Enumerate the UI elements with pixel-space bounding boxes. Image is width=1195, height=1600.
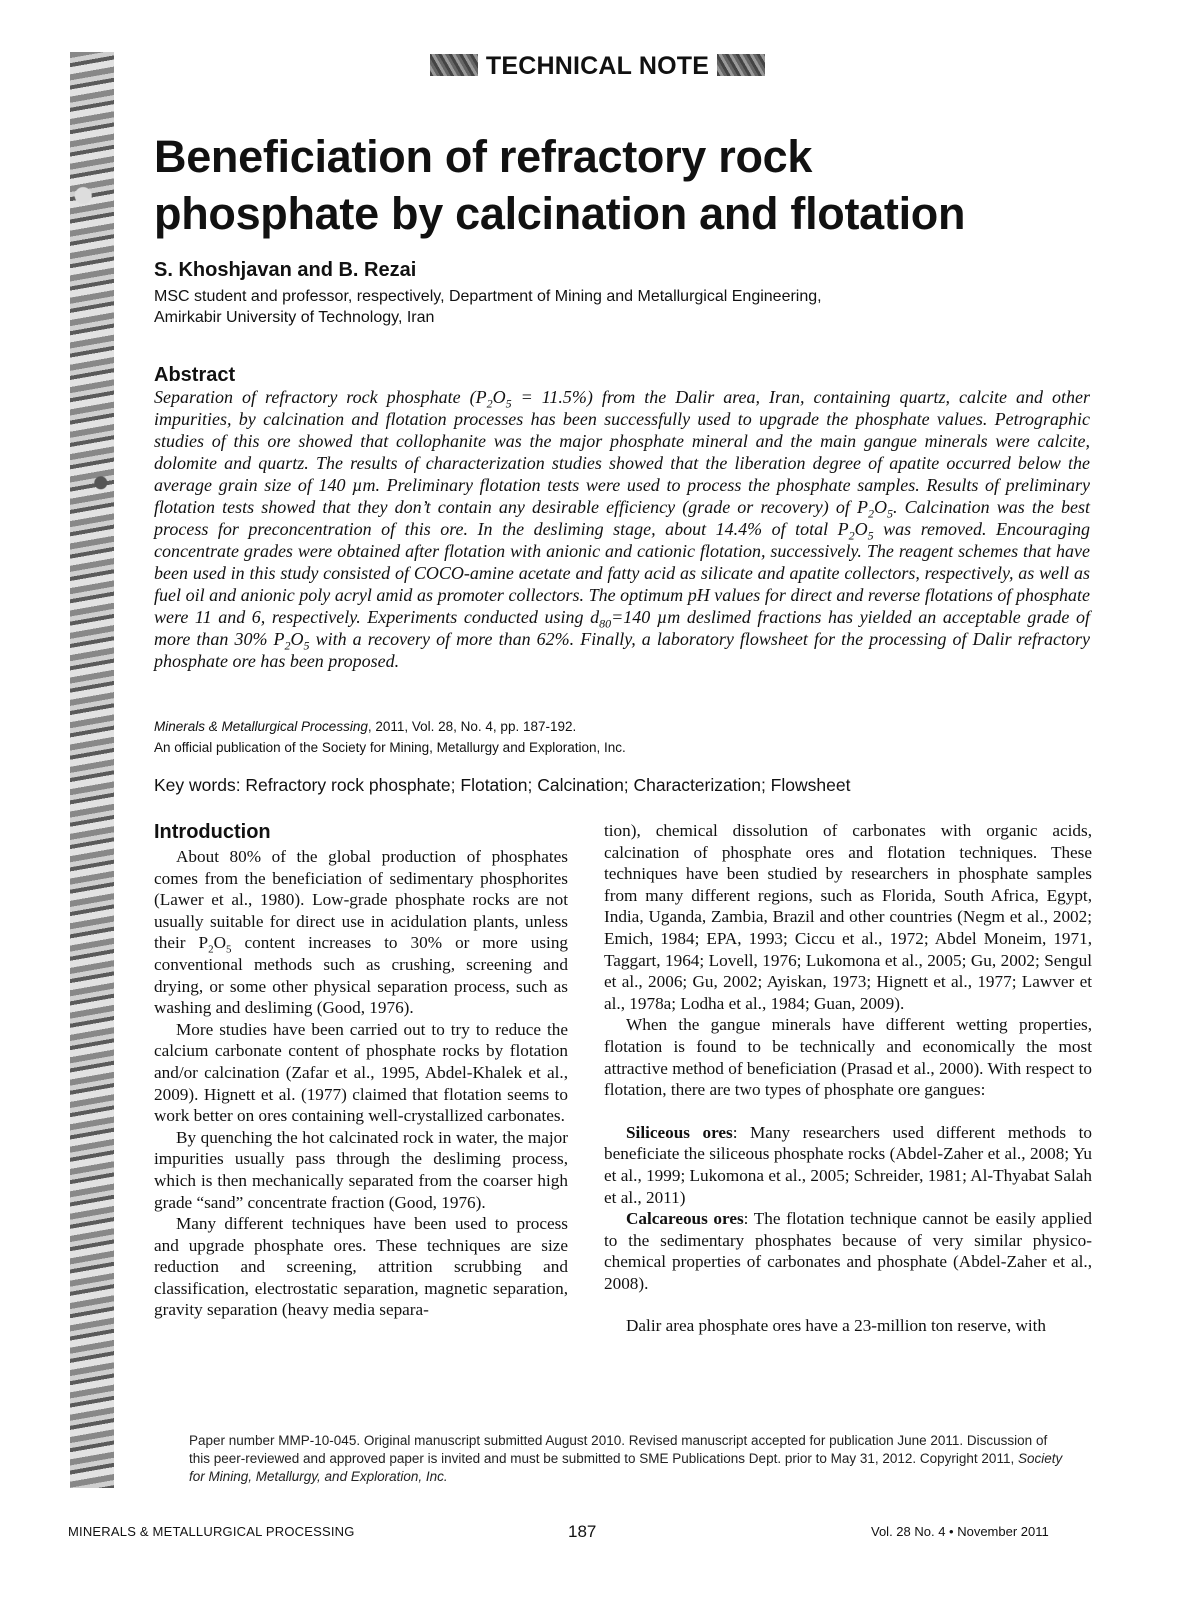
footnote-text: Paper number MMP-10-045. Original manuscript submitted August 2010. Revised manuscript accepted for publication June 2011. Discussion of this peer-reviewed and approved paper is invited and must be submitted to SME Publications Dept. prior to May 31, 2012. Copyright 2011, [189,1433,1048,1466]
body-column-left [154,820,568,1321]
subscript: 5 [886,506,893,521]
paragraph: Dalir area phosphate ores have a 23-million ton reserve, with [626,1316,1046,1336]
abstract-text: =140 µm deslimed fractions has yielded an acceptable grade of more than 30% P [154,607,1090,649]
paragraph-text: content increases to 30% or more using conventional methods such as crushing, screening and drying, or some other physical separation process, such as washing and desliming (Good, 1976). [154,933,569,1018]
paragraph-text: O [213,933,227,953]
decorative-side-strip [70,52,114,1488]
subscript: 2 [848,528,855,543]
decorative-block-right [717,54,765,76]
section-label [0,52,1195,81]
section-label-text: TECHNICAL NOTE [485,52,710,80]
decorative-block-left [430,54,478,76]
term: Calcareous ores [626,1209,744,1229]
title-line-1: Beneficiation of refractory rock [154,131,813,182]
term: Siliceous ores [626,1122,733,1142]
paragraph-text: : The flotation technique cannot be easily applied to the sedimentary phosphates because of very similar physico-chemical properties of carbonates and phosphate (Abdel-Zaher et al., 2008). [604,1209,1092,1293]
citation-details: , 2011, Vol. 28, No. 4, pp. 187-192. [367,719,577,734]
abstract-text: O [290,629,304,649]
subscript: 2 [284,638,291,653]
abstract-text: was removed. Encouraging concentrate grades were obtained after flotation with anionic and cationic flotation, successively. The reagent schemes that have been used in this study consisted of COCO-amine acetate and fatty acid as silicate and apatite collectors, respectively, as well as fuel oil and anionic poly acryl amid as promoter collectors. The optimum pH values for direct and reverse flotations of phosphate were 11 and 6, respectively. Experiments conducted using d [154,519,1091,627]
paragraph [604,1208,1092,1294]
abstract-heading: Abstract [154,364,236,386]
subscript: 80 [599,616,612,631]
affiliation-line-2: Amirkabir University of Technology, Iran [154,309,435,326]
introduction-heading: Introduction [154,821,271,843]
paragraph: Many different techniques have been used to process and upgrade phosphate ores. These techniques are size reduction and screening, attrition scrubbing and classification, electrostatic separation, magnetic separation, gravity separation (heavy media separa- [154,1214,568,1320]
keywords: Key words: Refractory rock phosphate; Flotation; Calcination; Characterization; Flowsheet [154,775,851,795]
paragraph: More studies have been carried out to try to reduce the calcium carbonate content of phosphate rocks by flotation and/or calcination (Zafar et al., 1995, Abdel-Khalek et al., 2009). Hignett et al. (1977) claimed that flotation seems to work better on ores containing well-crystallized carbonates. [154,1019,568,1126]
citation [154,716,626,758]
subscript: 2 [208,943,214,956]
abstract-text: O [873,497,887,517]
paper-title [154,128,1114,242]
subscript: 5 [505,396,512,411]
footer-issue: Vol. 28 No. 4 • November 2011 [871,1524,1049,1539]
paragraph [154,846,568,1019]
title-line-2: phosphate by calcination and flotation [154,188,966,239]
abstract-text: Separation of refractory rock phosphate (P [154,387,487,407]
subscript: 5 [303,638,310,653]
authors: S. Khoshjavan and B. Rezai [154,259,417,281]
abstract-text: with a recovery of more than 62%. Finally, a laboratory flowsheet for the processing of Dalir refractory phosphate ore has been proposed. [154,629,1090,671]
abstract-text: O [492,387,506,407]
page-number: 187 [568,1522,597,1541]
affiliation [154,286,1054,328]
footnote [189,1432,1069,1486]
subscript: 2 [486,396,493,411]
subscript: 5 [226,943,232,956]
abstract-text: = 11.5%) from the Dalir area, Iran, containing quartz, calcite and other impurities, by calcination and flotation processes has been successfully used to upgrade the phosphate values. Petrographic studies of this ore showed that collophanite was the major phosphate mineral and the main gangue minerals were calcite, dolomite and quartz. The results of characterization studies showed that the liberation degree of apatite occurred below the average grain size of 140 µm. Preliminary flotation tests were used to process the phosphate samples. Results of preliminary flotation tests showed that they don’t contain any desirable efficiency (grade or recovery) of P [154,387,1090,517]
abstract-body [154,386,1090,672]
abstract-text: . Calcination was the best process for preconcentration of this ore. In the desliming stage, about 14.4% of total P [154,497,1090,539]
paragraph-text: : Many researchers used different methods to beneficiate the siliceous phosphate rocks (Abdel-Zaher et al., 2008; Yu et al., 1999; Lukomona et al., 2005; Schreider, 1981; Al-Thyabat Salah et al., 2011) [604,1122,1092,1207]
paragraph: When the gangue minerals have different wetting properties, flotation is found to be technically and economically the most attractive method of beneficiation (Prasad et al., 2000). With respect to flotation, there are two types of phosphate ore gangues: [604,1015,1092,1100]
paragraph: By quenching the hot calcinated rock in water, the major impurities usually pass through the desliming process, which is then mechanically separated from the coarser high grade “sand” concentrate fraction (Good, 1976). [154,1127,568,1212]
body-column-right [604,820,1092,1337]
footer-journal: MINERALS & METALLURGICAL PROCESSING [68,1524,355,1539]
paragraph: tion), chemical dissolution of carbonates with organic acids, calcination of phosphate ores and flotation techniques. These techniques have been studied by researchers in phosphate samples from many different regions, such as Florida, South Africa, Egypt, India, Uganda, Zambia, Brazil and other countries (Negm et al., 2002; Emich, 1984; EPA, 1993; Ciccu et al., 1972; Abdel Moneim, 1971, Taggart, 1964; Lovell, 1976; Lukomona et al., 2005; Gu, 2002; Sengul et al., 2006; Gu, 2002; Ayiskan, 1973; Hignett et al., 1977; Lawver et al., 1978a; Lodha et al., 1984; Guan, 2009). [604,821,1092,1013]
subscript: 2 [867,506,874,521]
paragraph [604,1122,1092,1208]
footnote-society: Society for Mining, Metallurgy, and Exploration, Inc. [189,1451,1063,1484]
abstract-text: O [854,519,868,539]
citation-publisher: An official publication of the Society for Mining, Metallurgy and Exploration, Inc. [154,740,626,755]
paragraph-text: About 80% of the global production of phosphates comes from the beneficiation of sedimentary phosphorites (Lawer et al., 1980). Low-grade phosphate rocks are not usually suitable for direct use in acidulation plants, unless their P [154,847,568,953]
affiliation-line-1: MSC student and professor, respectively, Department of Mining and Metallurgical Engineering, [154,288,822,305]
citation-journal: Minerals & Metallurgical Processing [154,719,368,734]
subscript: 5 [867,528,874,543]
